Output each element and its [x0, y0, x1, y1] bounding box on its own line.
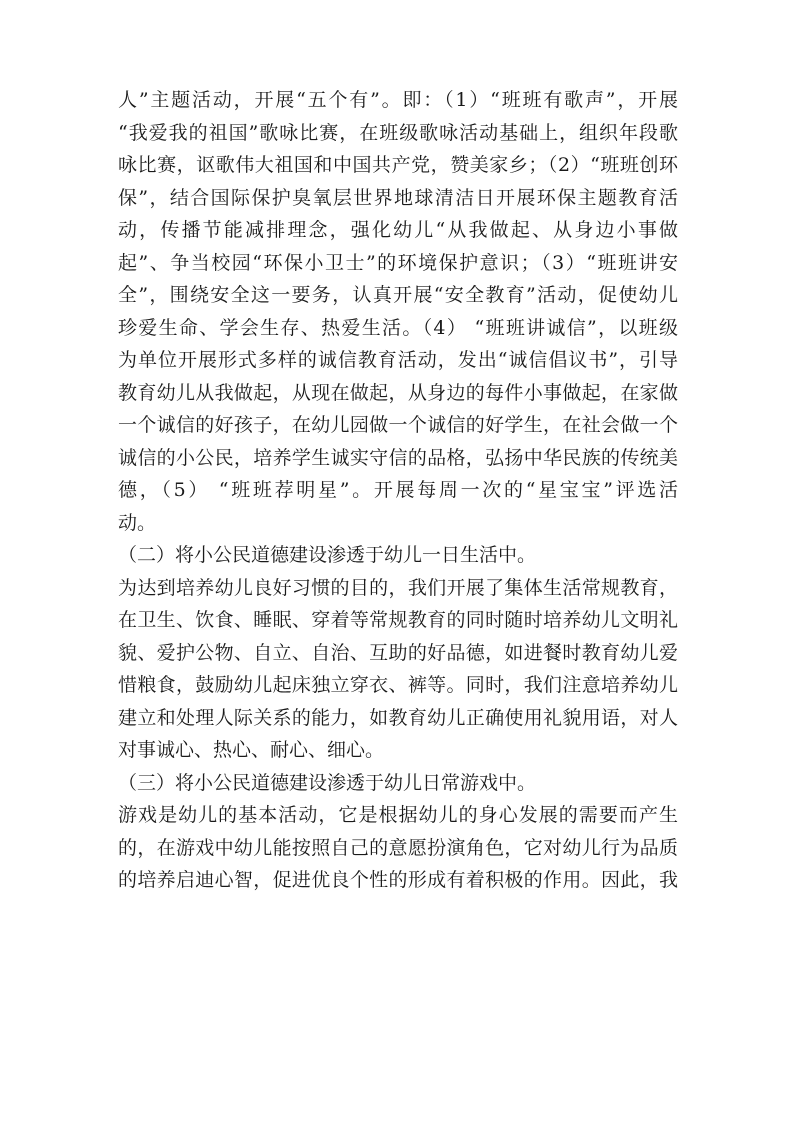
text-line: “我爱我的祖国”歌咏比赛，在班级歌咏活动基础上，组织年段歌 [118, 121, 678, 144]
text-line: 全”，围绕安全这一要务，认真开展“安全教育”活动，促使幼儿 [118, 284, 678, 306]
text-line: 珍爱生命、学会生存、热爱生活。（4） “班班讲诚信”，以班级 [118, 316, 678, 339]
text-line: 德，（5） “班班荐明星”。开展每周一次的“星宝宝”评选活 [118, 479, 678, 501]
text-line: 为单位开展形式多样的诚信教育活动，发出“诚信倡议书”，引导 [118, 349, 678, 371]
body-text [118, 84, 678, 897]
text-line: 保”，结合国际保护臭氧层世界地球清洁日开展环保主题教育活 [118, 186, 678, 209]
text-line: 惜粮食，鼓励幼儿起床独立穿衣、裤等。同时，我们注意培养幼儿 [118, 674, 678, 696]
text-line: 的培养启迪心智，促进优良个性的形成有着积极的作用。因此，我 [118, 869, 678, 891]
text-line: 教育幼儿从我做起，从现在做起，从身边的每件小事做起，在家做 [118, 381, 678, 404]
section-heading-2: （二）将小公民道德建设渗透于幼儿一日生活中。 [118, 544, 537, 566]
section-heading-3: （三）将小公民道德建设渗透于幼儿日常游戏中。 [118, 771, 537, 794]
text-line: 诚信的小公民，培养学生诚实守信的品格，弘扬中华民族的传统美 [118, 446, 678, 469]
text-line: 对事诚心、热心、耐心、细心。 [118, 739, 385, 761]
text-line: 起”、争当校园“环保小卫士”的环境保护意识；（3）“班班讲安 [118, 251, 678, 274]
text-line: 的，在游戏中幼儿能按照自己的意愿扮演角色，它对幼儿行为品质 [118, 836, 678, 859]
text-line: 游戏是幼儿的基本活动，它是根据幼儿的身心发展的需要而产生 [118, 804, 678, 826]
text-line: 动，传播节能减排理念，强化幼儿“从我做起、从身边小事做 [118, 219, 678, 241]
text-line: 在卫生、饮食、睡眠、穿着等常规教育的同时随时培养幼儿文明礼 [118, 609, 678, 631]
text-line: 为达到培养幼儿良好习惯的目的，我们开展了集体生活常规教育， [118, 576, 678, 599]
text-line: 咏比赛，讴歌伟大祖国和中国共产党，赞美家乡；（2）“班班创环 [118, 154, 678, 176]
text-line: 建立和处理人际关系的能力，如教育幼儿正确使用礼貌用语，对人 [118, 706, 678, 729]
text-line: 貌、爱护公物、自立、自治、互助的好品德，如进餐时教育幼儿爱 [118, 641, 678, 664]
text-line: 一个诚信的好孩子，在幼儿园做一个诚信的好学生，在社会做一个 [118, 414, 678, 436]
text-line: 人”主题活动，开展“五个有”。即：（1）“班班有歌声”，开展 [118, 89, 678, 111]
text-line: 动。 [118, 511, 157, 534]
